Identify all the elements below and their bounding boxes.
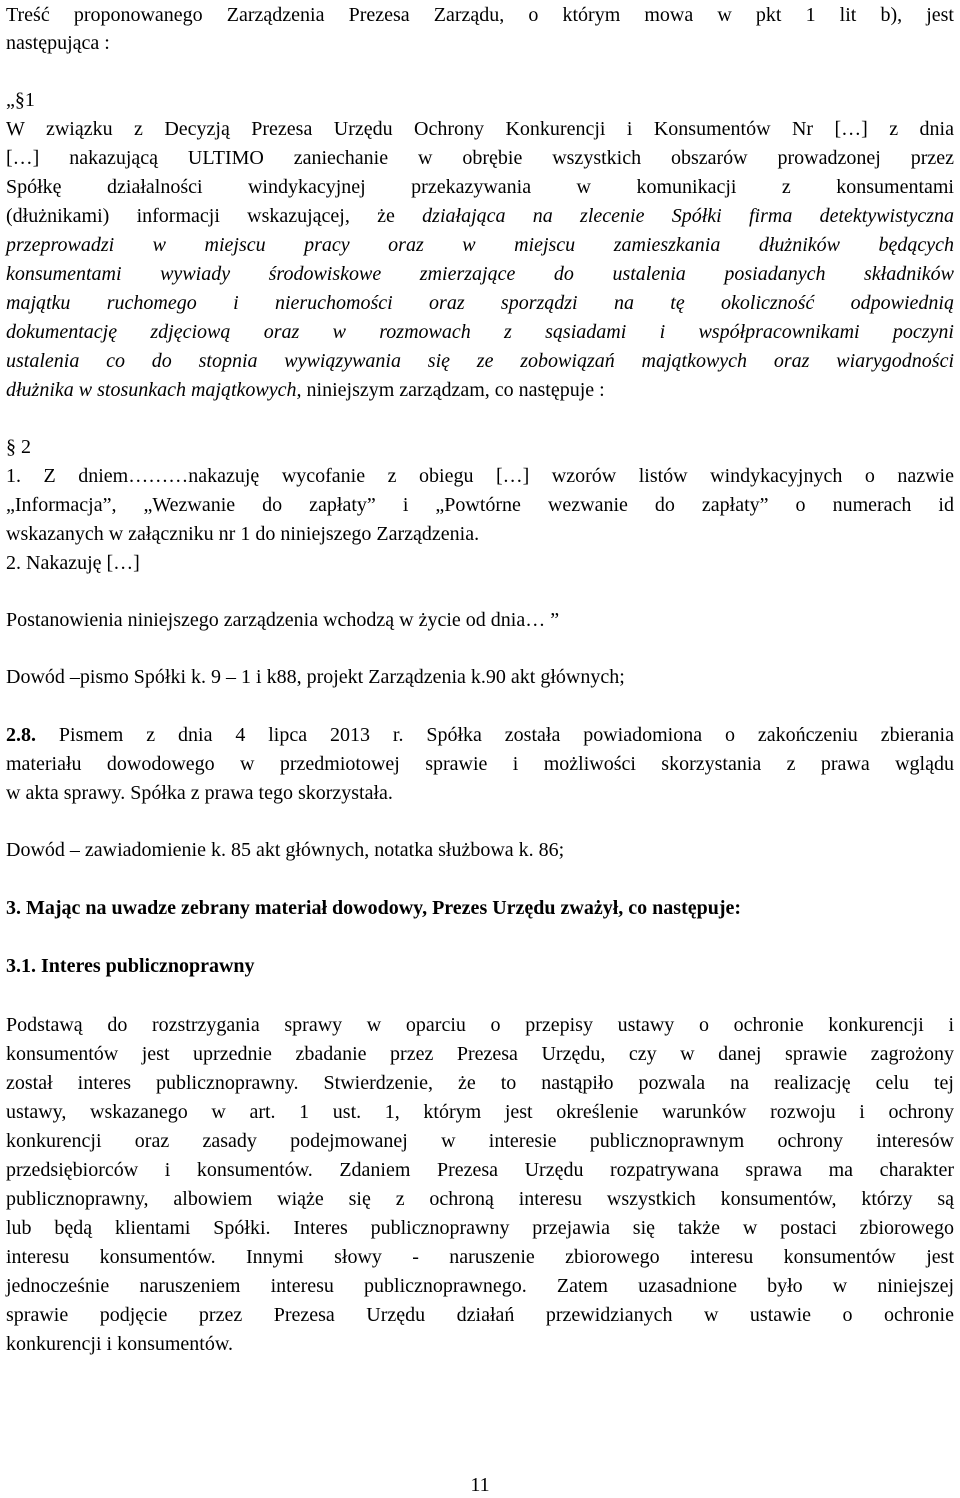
text-line: przeprowadzi w miejscu pracy oraz w miejscu zamieszkania dłużników będących — [6, 234, 954, 256]
text-line: został interes publicznoprawny. Stwierdzenie, że to nastąpiło pozwala na realizację celu tej — [6, 1072, 954, 1094]
text-line: W związku z Decyzją Prezesa Urzędu Ochrony Konkurencji i Konsumentów Nr […] z dnia — [6, 118, 954, 140]
text-line: lub będą klientami Spółki. Interes publicznoprawny przejawia się także w postaci zbiorowego — [6, 1217, 954, 1239]
text-line: Podstawą do rozstrzygania sprawy w oparciu o przepisy ustawy o ochronie konkurencji i — [6, 1014, 954, 1036]
text-line: 2. Nakazuję […] — [6, 552, 140, 574]
text-line: dokumentację zdjęciową oraz w rozmowach z sąsiadami i współpracownikami poczyni — [6, 321, 954, 343]
text-line — [6, 377, 954, 403]
text-line: 1. Z dniem………nakazuję wycofanie z obiegu […] wzorów listów windykacyjnych o nazwie — [6, 465, 954, 487]
text-line: Treść proponowanego Zarządzenia Prezesa Zarządu, o którym mowa w pkt 1 lit b), jest — [6, 4, 954, 26]
text-line: materiału dowodowego w przedmiotowej sprawie i możliwości skorzystania z prawa wglądu — [6, 753, 954, 775]
page-number: 11 — [470, 1474, 490, 1496]
text-line: konsumentami wywiady środowiskowe zmierzające do ustalenia posiadanych składników — [6, 263, 954, 285]
text-line: § 2 — [6, 436, 31, 458]
text-line: 3. Mając na uwadze zebrany materiał dowodowy, Prezes Urzędu zważył, co następuje: — [6, 897, 742, 919]
text-upright: (dłużnikami) informacji wskazującej, że — [6, 205, 423, 227]
text-line — [6, 203, 954, 229]
text-line: Dowód –pismo Spółki k. 9 – 1 i k88, projekt Zarządzenia k.90 akt głównych; — [6, 666, 625, 688]
text-italic: działająca na zlecenie Spółki firma detektywistyczna — [422, 205, 954, 227]
text-line: ustalenia co do stopnia wywiązywania się ze zobowiązań majątkowych oraz wiarygodności — [6, 350, 954, 372]
text-line: konkurencji i konsumentów. — [6, 1333, 234, 1355]
text-line: 3.1. Interes publicznoprawny — [6, 955, 255, 977]
text-line — [6, 722, 954, 748]
text-upright: niniejszym zarządzam, co następuje : — [301, 379, 605, 401]
text-line: […] nakazującą ULTIMO zaniechanie w obrębie wszystkich obszarów prowadzonej przez — [6, 147, 954, 169]
text-line: ustawy, wskazanego w art. 1 ust. 1, którym jest określenie warunków rozwoju i ochrony — [6, 1101, 954, 1123]
text-italic: dłużnika w stosunkach majątkowych, — [6, 379, 302, 401]
text-line: interesu konsumentów. Innymi słowy - naruszenie zbiorowego interesu konsumentów jest — [6, 1246, 954, 1268]
text-line: konsumentów jest uprzednie zbadanie przez Prezesa Urzędu, czy w danej sprawie zagrożony — [6, 1043, 954, 1065]
text-line: Dowód – zawiadomienie k. 85 akt głównych, notatka służbowa k. 86; — [6, 839, 565, 861]
text-line: przedsiębiorców i konsumentów. Zdaniem Prezesa Urzędu rozpatrywana sprawa ma charakter — [6, 1159, 954, 1181]
text-line: Spółkę działalności windykacyjnej przekazywania w komunikacji z konsumentami — [6, 176, 954, 198]
text-line: „§1 — [6, 89, 35, 111]
text-line: jednocześnie naruszeniem interesu publicznoprawnego. Zatem uzasadnione było w niniejszej — [6, 1275, 954, 1297]
section-number: 2.8. — [6, 724, 36, 746]
text-line: Postanowienia niniejszego zarządzenia wchodzą w życie od dnia… ” — [6, 609, 560, 631]
text-line: publicznoprawny, albowiem wiąże się z ochroną interesu wszystkich konsumentów, którzy są — [6, 1188, 954, 1210]
text-line: sprawie podjęcie przez Prezesa Urzędu działań przewidzianych w ustawie o ochronie — [6, 1304, 954, 1326]
text-line: wskazanych w załączniku nr 1 do niniejszego Zarządzenia. — [6, 523, 480, 545]
text-upright: Pismem z dnia 4 lipca 2013 r. Spółka została powiadomiona o zakończeniu zbierania — [36, 724, 954, 746]
text-line: majątku ruchomego i nieruchomości oraz sporządzi na tę okoliczność odpowiednią — [6, 292, 954, 314]
text-line: „Informacja”, „Wezwanie do zapłaty” i „Powtórne wezwanie do zapłaty” o numerach id — [6, 494, 954, 516]
text-line: w akta sprawy. Spółka z prawa tego skorzystała. — [6, 782, 393, 804]
text-line: następująca : — [6, 32, 110, 54]
text-line: konkurencji oraz zasady podejmowanej w interesie publicznoprawnym ochrony interesów — [6, 1130, 954, 1152]
